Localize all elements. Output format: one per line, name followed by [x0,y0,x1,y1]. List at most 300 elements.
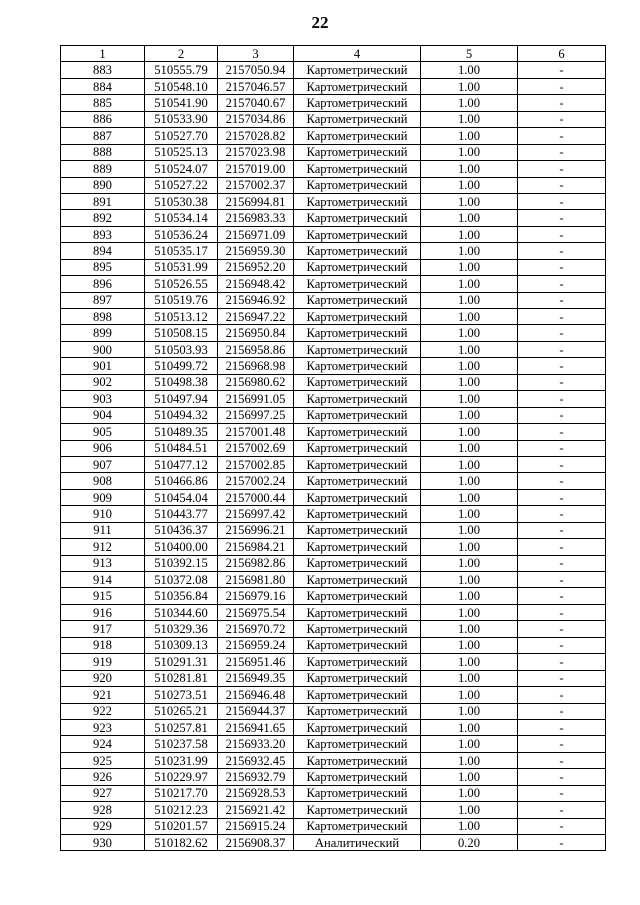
point-number-cell: 913 [61,555,145,571]
table-header [61,46,606,62]
accuracy-cell: 1.00 [421,522,518,538]
table-row [61,276,606,292]
description-cell: - [518,144,606,160]
description-cell: - [518,802,606,818]
table-row [61,358,606,374]
point-number-cell: 901 [61,358,145,374]
point-number-cell: 919 [61,654,145,670]
point-number-cell: 889 [61,161,145,177]
method-cell: Картометрический [294,407,421,423]
description-cell: - [518,243,606,259]
accuracy-cell: 1.00 [421,687,518,703]
accuracy-cell: 1.00 [421,818,518,834]
x-coordinate-cell: 510212.23 [145,802,218,818]
y-coordinate-cell: 2157002.69 [218,440,294,456]
table-row [61,128,606,144]
table-row [61,752,606,768]
point-number-cell: 909 [61,489,145,505]
method-cell: Картометрический [294,78,421,94]
table-row [61,621,606,637]
y-coordinate-cell: 2156959.30 [218,243,294,259]
y-coordinate-cell: 2156981.80 [218,572,294,588]
point-number-cell: 883 [61,62,145,78]
x-coordinate-cell: 510508.15 [145,325,218,341]
y-coordinate-cell: 2157001.48 [218,424,294,440]
table-row [61,687,606,703]
point-number-cell: 917 [61,621,145,637]
accuracy-cell: 1.00 [421,259,518,275]
description-cell: - [518,670,606,686]
x-coordinate-cell: 510524.07 [145,161,218,177]
x-coordinate-cell: 510201.57 [145,818,218,834]
point-number-cell: 900 [61,341,145,357]
description-cell: - [518,292,606,308]
description-cell: - [518,78,606,94]
y-coordinate-cell: 2156932.45 [218,752,294,768]
point-number-cell: 897 [61,292,145,308]
description-cell: - [518,276,606,292]
description-cell: - [518,95,606,111]
accuracy-cell: 1.00 [421,128,518,144]
y-coordinate-cell: 2156959.24 [218,637,294,653]
y-coordinate-cell: 2156946.92 [218,292,294,308]
x-coordinate-cell: 510281.81 [145,670,218,686]
point-number-cell: 903 [61,391,145,407]
y-coordinate-cell: 2157000.44 [218,489,294,505]
point-number-cell: 898 [61,309,145,325]
table-row [61,144,606,160]
table-row [61,703,606,719]
point-number-cell: 894 [61,243,145,259]
point-number-cell: 927 [61,785,145,801]
method-cell: Картометрический [294,193,421,209]
y-coordinate-cell: 2157040.67 [218,95,294,111]
point-number-cell: 887 [61,128,145,144]
method-cell: Картометрический [294,243,421,259]
point-number-cell: 884 [61,78,145,94]
point-number-cell: 906 [61,440,145,456]
accuracy-cell: 1.00 [421,62,518,78]
method-cell: Картометрический [294,456,421,472]
table-row [61,259,606,275]
description-cell: - [518,456,606,472]
y-coordinate-cell: 2156997.42 [218,506,294,522]
table-row [61,62,606,78]
x-coordinate-cell: 510519.76 [145,292,218,308]
point-number-cell: 888 [61,144,145,160]
point-number-cell: 904 [61,407,145,423]
table-row [61,325,606,341]
accuracy-cell: 1.00 [421,539,518,555]
x-coordinate-cell: 510231.99 [145,752,218,768]
table-row [61,440,606,456]
x-coordinate-cell: 510466.86 [145,473,218,489]
description-cell: - [518,719,606,735]
x-coordinate-cell: 510291.31 [145,654,218,670]
y-coordinate-cell: 2156984.21 [218,539,294,555]
method-cell: Картометрический [294,111,421,127]
x-coordinate-cell: 510494.32 [145,407,218,423]
method-cell: Картометрический [294,818,421,834]
description-cell: - [518,539,606,555]
description-cell: - [518,161,606,177]
accuracy-cell: 1.00 [421,506,518,522]
description-cell: - [518,226,606,242]
y-coordinate-cell: 2156908.37 [218,835,294,851]
y-coordinate-cell: 2156941.65 [218,719,294,735]
accuracy-cell: 1.00 [421,193,518,209]
description-cell: - [518,506,606,522]
table-row [61,802,606,818]
y-coordinate-cell: 2156968.98 [218,358,294,374]
method-cell: Картометрический [294,588,421,604]
method-cell: Картометрический [294,440,421,456]
description-cell: - [518,703,606,719]
accuracy-cell: 1.00 [421,769,518,785]
description-cell: - [518,785,606,801]
description-cell: - [518,736,606,752]
y-coordinate-cell: 2156994.81 [218,193,294,209]
description-cell: - [518,62,606,78]
description-cell: - [518,687,606,703]
description-cell: - [518,555,606,571]
table-row [61,161,606,177]
x-coordinate-cell: 510531.99 [145,259,218,275]
x-coordinate-cell: 510527.22 [145,177,218,193]
point-number-cell: 905 [61,424,145,440]
y-coordinate-cell: 2156996.21 [218,522,294,538]
method-cell: Картометрический [294,128,421,144]
table-row [61,78,606,94]
point-number-cell: 928 [61,802,145,818]
accuracy-cell: 1.00 [421,210,518,226]
y-coordinate-cell: 2156980.62 [218,374,294,390]
method-cell: Картометрический [294,259,421,275]
method-cell: Картометрический [294,719,421,735]
accuracy-cell: 1.00 [421,276,518,292]
method-cell: Картометрический [294,539,421,555]
x-coordinate-cell: 510477.12 [145,456,218,472]
y-coordinate-cell: 2157002.24 [218,473,294,489]
table-row [61,341,606,357]
description-cell: - [518,572,606,588]
y-coordinate-cell: 2157028.82 [218,128,294,144]
y-coordinate-cell: 2157023.98 [218,144,294,160]
method-cell: Картометрический [294,358,421,374]
method-cell: Картометрический [294,670,421,686]
description-cell: - [518,604,606,620]
description-cell: - [518,259,606,275]
accuracy-cell: 1.00 [421,144,518,160]
y-coordinate-cell: 2156958.86 [218,341,294,357]
accuracy-cell: 1.00 [421,637,518,653]
accuracy-cell: 1.00 [421,374,518,390]
table-row [61,473,606,489]
y-coordinate-cell: 2156982.86 [218,555,294,571]
x-coordinate-cell: 510400.00 [145,539,218,555]
y-coordinate-cell: 2156950.84 [218,325,294,341]
point-number-cell: 899 [61,325,145,341]
table-row [61,604,606,620]
y-coordinate-cell: 2156921.42 [218,802,294,818]
point-number-cell: 924 [61,736,145,752]
accuracy-cell: 1.00 [421,358,518,374]
point-number-cell: 916 [61,604,145,620]
description-cell: - [518,769,606,785]
column-header: 1 [61,46,145,62]
x-coordinate-cell: 510329.36 [145,621,218,637]
description-cell: - [518,177,606,193]
method-cell: Картометрический [294,522,421,538]
method-cell: Картометрический [294,177,421,193]
point-number-cell: 895 [61,259,145,275]
x-coordinate-cell: 510356.84 [145,588,218,604]
method-cell: Картометрический [294,769,421,785]
point-number-cell: 902 [61,374,145,390]
accuracy-cell: 1.00 [421,588,518,604]
y-coordinate-cell: 2157002.85 [218,456,294,472]
point-number-cell: 896 [61,276,145,292]
method-cell: Картометрический [294,424,421,440]
accuracy-cell: 1.00 [421,621,518,637]
y-coordinate-cell: 2156949.35 [218,670,294,686]
accuracy-cell: 1.00 [421,456,518,472]
description-cell: - [518,309,606,325]
method-cell: Картометрический [294,374,421,390]
accuracy-cell: 1.00 [421,309,518,325]
x-coordinate-cell: 510443.77 [145,506,218,522]
y-coordinate-cell: 2156983.33 [218,210,294,226]
point-number-cell: 925 [61,752,145,768]
method-cell: Картометрический [294,489,421,505]
method-cell: Картометрический [294,802,421,818]
point-number-cell: 893 [61,226,145,242]
table-row [61,391,606,407]
accuracy-cell: 1.00 [421,226,518,242]
accuracy-cell: 0.20 [421,835,518,851]
y-coordinate-cell: 2156951.46 [218,654,294,670]
point-number-cell: 929 [61,818,145,834]
point-number-cell: 911 [61,522,145,538]
method-cell: Картометрический [294,276,421,292]
y-coordinate-cell: 2157002.37 [218,177,294,193]
table-row [61,210,606,226]
y-coordinate-cell: 2156932.79 [218,769,294,785]
x-coordinate-cell: 510526.55 [145,276,218,292]
point-number-cell: 907 [61,456,145,472]
x-coordinate-cell: 510533.90 [145,111,218,127]
y-coordinate-cell: 2156946.48 [218,687,294,703]
x-coordinate-cell: 510489.35 [145,424,218,440]
x-coordinate-cell: 510541.90 [145,95,218,111]
table-row [61,654,606,670]
method-cell: Картометрический [294,391,421,407]
method-cell: Картометрический [294,341,421,357]
point-number-cell: 912 [61,539,145,555]
x-coordinate-cell: 510257.81 [145,719,218,735]
description-cell: - [518,473,606,489]
description-cell: - [518,111,606,127]
method-cell: Картометрический [294,325,421,341]
point-number-cell: 921 [61,687,145,703]
y-coordinate-cell: 2156971.09 [218,226,294,242]
method-cell: Картометрический [294,210,421,226]
table-row [61,95,606,111]
description-cell: - [518,752,606,768]
x-coordinate-cell: 510536.24 [145,226,218,242]
method-cell: Картометрический [294,654,421,670]
accuracy-cell: 1.00 [421,440,518,456]
method-cell: Картометрический [294,637,421,653]
y-coordinate-cell: 2156975.54 [218,604,294,620]
point-number-cell: 914 [61,572,145,588]
x-coordinate-cell: 510503.93 [145,341,218,357]
description-cell: - [518,522,606,538]
x-coordinate-cell: 510309.13 [145,637,218,653]
x-coordinate-cell: 510372.08 [145,572,218,588]
column-header: 5 [421,46,518,62]
table-row [61,572,606,588]
x-coordinate-cell: 510548.10 [145,78,218,94]
method-cell: Картометрический [294,621,421,637]
accuracy-cell: 1.00 [421,555,518,571]
method-cell: Картометрический [294,785,421,801]
table-row [61,736,606,752]
coordinates-table [60,45,606,851]
description-cell: - [518,424,606,440]
point-number-cell: 908 [61,473,145,489]
method-cell: Картометрический [294,506,421,522]
table-row [61,226,606,242]
point-number-cell: 886 [61,111,145,127]
column-header: 6 [518,46,606,62]
method-cell: Картометрический [294,292,421,308]
method-cell: Картометрический [294,687,421,703]
point-number-cell: 922 [61,703,145,719]
point-number-cell: 890 [61,177,145,193]
table-row [61,769,606,785]
page-number: 22 [311,13,329,32]
table-row [61,374,606,390]
accuracy-cell: 1.00 [421,604,518,620]
table-row [61,539,606,555]
y-coordinate-cell: 2156928.53 [218,785,294,801]
y-coordinate-cell: 2156991.05 [218,391,294,407]
point-number-cell: 910 [61,506,145,522]
x-coordinate-cell: 510484.51 [145,440,218,456]
description-cell: - [518,193,606,209]
description-cell: - [518,440,606,456]
accuracy-cell: 1.00 [421,292,518,308]
y-coordinate-cell: 2156952.20 [218,259,294,275]
point-number-cell: 926 [61,769,145,785]
x-coordinate-cell: 510344.60 [145,604,218,620]
accuracy-cell: 1.00 [421,654,518,670]
description-cell: - [518,654,606,670]
description-cell: - [518,391,606,407]
table-row [61,407,606,423]
method-cell: Картометрический [294,226,421,242]
description-cell: - [518,341,606,357]
accuracy-cell: 1.00 [421,489,518,505]
table-row [61,818,606,834]
x-coordinate-cell: 510530.38 [145,193,218,209]
description-cell: - [518,835,606,851]
x-coordinate-cell: 510392.15 [145,555,218,571]
point-number-cell: 930 [61,835,145,851]
point-number-cell: 915 [61,588,145,604]
method-cell: Картометрический [294,572,421,588]
table-row [61,719,606,735]
table-row [61,637,606,653]
accuracy-cell: 1.00 [421,78,518,94]
x-coordinate-cell: 510497.94 [145,391,218,407]
table-row [61,456,606,472]
description-cell: - [518,818,606,834]
x-coordinate-cell: 510534.14 [145,210,218,226]
accuracy-cell: 1.00 [421,785,518,801]
method-cell: Картометрический [294,161,421,177]
table-row [61,177,606,193]
method-cell: Картометрический [294,752,421,768]
x-coordinate-cell: 510555.79 [145,62,218,78]
x-coordinate-cell: 510454.04 [145,489,218,505]
accuracy-cell: 1.00 [421,325,518,341]
table-row [61,489,606,505]
point-number-cell: 920 [61,670,145,686]
x-coordinate-cell: 510498.38 [145,374,218,390]
description-cell: - [518,358,606,374]
method-cell: Картометрический [294,62,421,78]
x-coordinate-cell: 510527.70 [145,128,218,144]
x-coordinate-cell: 510229.97 [145,769,218,785]
table-row [61,555,606,571]
description-cell: - [518,621,606,637]
table-row [61,424,606,440]
method-cell: Картометрический [294,309,421,325]
table-row [61,588,606,604]
y-coordinate-cell: 2156979.16 [218,588,294,604]
description-cell: - [518,374,606,390]
x-coordinate-cell: 510182.62 [145,835,218,851]
accuracy-cell: 1.00 [421,719,518,735]
method-cell: Картометрический [294,736,421,752]
accuracy-cell: 1.00 [421,111,518,127]
method-cell: Картометрический [294,144,421,160]
method-cell: Картометрический [294,703,421,719]
description-cell: - [518,210,606,226]
accuracy-cell: 1.00 [421,424,518,440]
x-coordinate-cell: 510525.13 [145,144,218,160]
accuracy-cell: 1.00 [421,407,518,423]
x-coordinate-cell: 510499.72 [145,358,218,374]
x-coordinate-cell: 510273.51 [145,687,218,703]
x-coordinate-cell: 510436.37 [145,522,218,538]
y-coordinate-cell: 2157046.57 [218,78,294,94]
y-coordinate-cell: 2157034.86 [218,111,294,127]
header-row [61,46,606,62]
table-row [61,522,606,538]
table-row [61,193,606,209]
description-cell: - [518,128,606,144]
description-cell: - [518,407,606,423]
column-header: 3 [218,46,294,62]
x-coordinate-cell: 510237.58 [145,736,218,752]
y-coordinate-cell: 2156947.22 [218,309,294,325]
point-number-cell: 918 [61,637,145,653]
accuracy-cell: 1.00 [421,572,518,588]
method-cell: Картометрический [294,604,421,620]
